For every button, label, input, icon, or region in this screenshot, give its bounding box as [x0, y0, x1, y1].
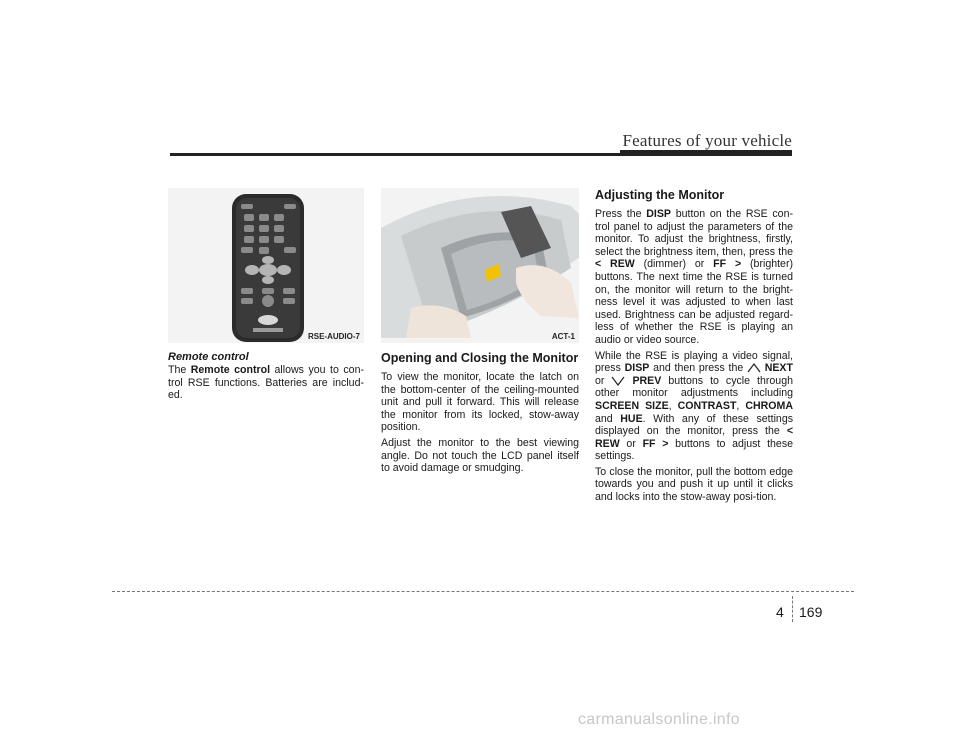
column-adjusting-monitor [595, 188, 793, 507]
page-number: 169 [799, 604, 823, 620]
column-open-close-monitor [381, 188, 579, 478]
watermark: carmanualsonline.info [578, 711, 740, 728]
up-arrow-icon [747, 363, 761, 373]
page-number-separator [792, 596, 793, 622]
remote-control-illustration [168, 188, 364, 343]
figure-label: ACT-1 [551, 332, 575, 341]
remote-control-figure [168, 188, 364, 343]
monitor-illustration [381, 188, 579, 343]
section-heading: Opening and Closing the Monitor [381, 351, 579, 365]
monitor-figure [381, 188, 579, 343]
page-header-title: Features of your vehicle [622, 131, 792, 150]
footer-rule [112, 591, 854, 592]
adjust-angle-paragraph: Adjust the monitor to the best viewing angle. Do not touch the LCD panel itself to avoid damage or smudging. [381, 436, 579, 475]
figure-label: RSE-AUDIO-7 [307, 332, 360, 341]
close-monitor-paragraph: To close the monitor, pull the bottom edge towards you and push it up until it clicks and locks into the stow-away posi-tion. [595, 465, 793, 504]
remote-control-paragraph: The Remote control allows you to con-trol RSE functions. Batteries are includ-ed. [168, 364, 364, 402]
down-arrow-icon [611, 376, 625, 386]
video-adjust-paragraph: While the RSE is playing a video signal, press DISP and then press the NEXT or PREV buttons to cycle through other monitor adjustments including SCREEN SIZE, CONTRAST, CHROMA and HUE. With any of these settings displayed on the monitor, press the < REW or FF > buttons to adjust these settings. [595, 349, 794, 463]
chapter-number: 4 [776, 604, 784, 620]
header-rule-accent [620, 150, 792, 154]
column-remote-control [168, 188, 364, 405]
brightness-paragraph: Press the DISP button on the RSE con-trol panel to adjust the parameters of the monitor. To adjust the brightness, firstly, select the brightness item, then, press the < REW (dimmer) or FF > (brighter) buttons. The next time the RSE is turned on, the monitor will return to the bright-ness level it was adjusted to when last used. Brightness can be adjusted regard-less of whether the RSE is playing an audio or video source. [595, 208, 793, 346]
figure-caption: Remote control [168, 351, 249, 363]
section-heading: Adjusting the Monitor [595, 188, 725, 202]
open-monitor-paragraph: To view the monitor, locate the latch on the bottom-center of the ceiling-mounted unit and pull it forward. This will release the monitor from its locked, stow-away position. [381, 371, 579, 434]
